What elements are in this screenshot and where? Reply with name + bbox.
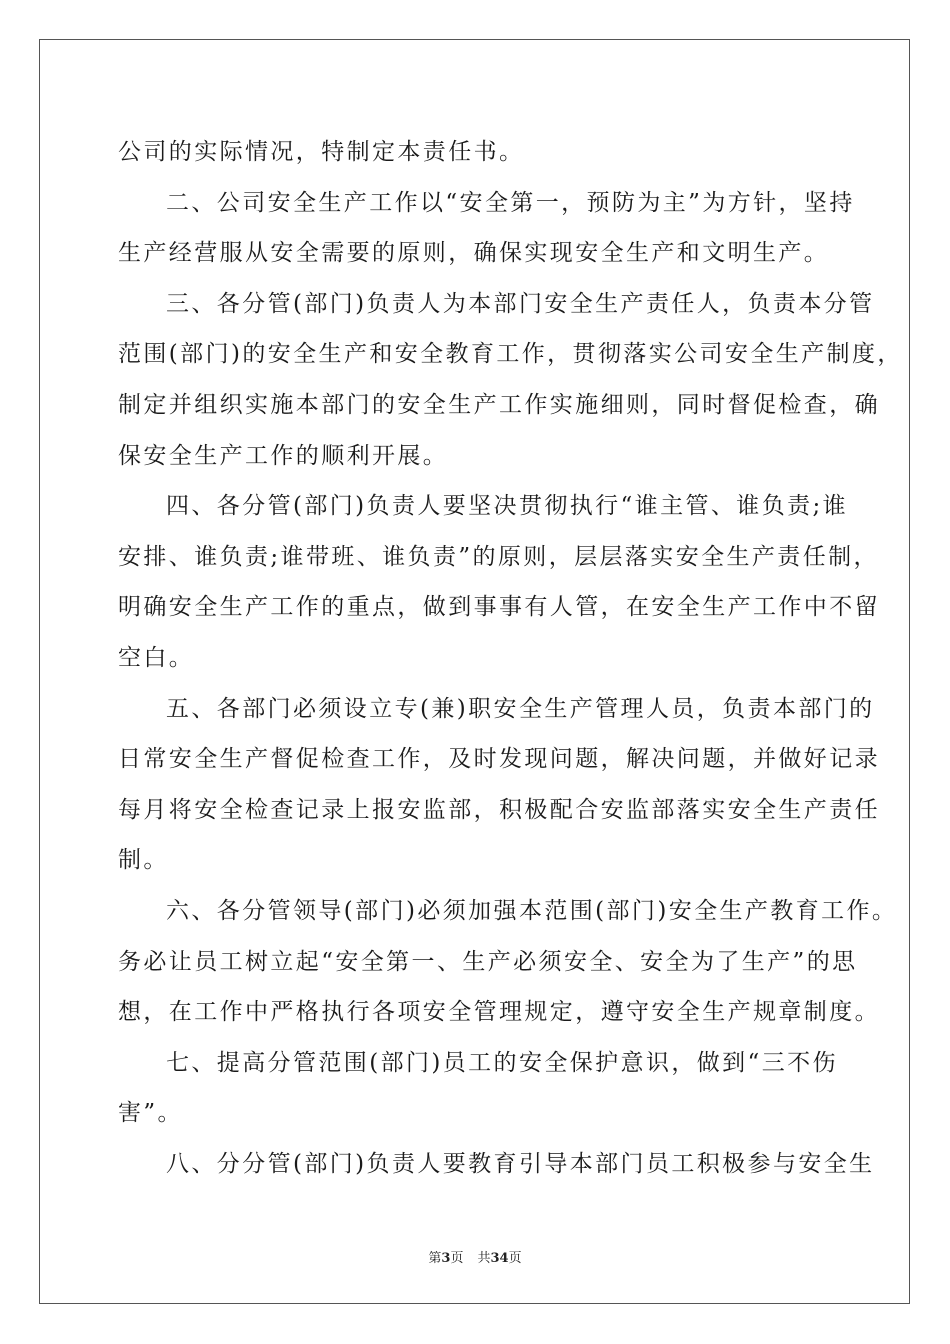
page-prefix: 第	[428, 1251, 442, 1266]
text-line: 制定并组织实施本部门的安全生产工作实施细则，同时督促检查，确	[118, 391, 880, 418]
page-footer	[0, 1247, 950, 1266]
page-suffix: 页	[450, 1251, 464, 1266]
text-line: 五、各部门必须设立专(兼)职安全生产管理人员，负责本部门的	[166, 695, 875, 722]
text-line: 保安全生产工作的顺利开展。	[118, 442, 449, 469]
text-line: 三、各分管(部门)负责人为本部门安全生产责任人，负责本分管	[166, 290, 875, 317]
total-prefix: 共	[477, 1251, 491, 1266]
text-line: 公司的实际情况，特制定本责任书。	[118, 139, 525, 165]
document-body	[118, 127, 903, 1189]
text-line: 二、公司安全生产工作以“安全第一，预防为主”为方针，坚持	[166, 189, 855, 216]
text-line: 六、各分管领导(部门)必须加强本范围(部门)安全生产教育工作。	[166, 897, 898, 924]
text-line: 每月将安全检查记录上报安监部，积极配合安监部落实安全生产责任	[118, 796, 880, 823]
text-line: 日常安全生产督促检查工作，及时发现问题，解决问题，并做好记录	[118, 746, 880, 773]
text-line: 害”。	[118, 1100, 183, 1127]
total-pages: 34	[490, 1251, 509, 1266]
page-number: 3	[441, 1251, 451, 1266]
text-line: 制。	[118, 847, 169, 874]
text-line: 安排、谁负责;谁带班、谁负责”的原则，层层落实安全生产责任制，	[118, 543, 879, 570]
text-line: 明确安全生产工作的重点，做到事事有人管，在安全生产工作中不留	[118, 594, 880, 621]
text-line: 八、分分管(部门)负责人要教育引导本部门员工积极参与安全生	[166, 1150, 875, 1177]
text-line: 范围(部门)的安全生产和安全教育工作，贯彻落实公司安全生产制度，	[118, 341, 903, 368]
text-line: 四、各分管(部门)负责人要坚决贯彻执行“谁主管、谁负责;谁	[166, 493, 849, 520]
text-line: 生产经营服从安全需要的原则，确保实现安全生产和文明生产。	[118, 240, 830, 267]
text-line: 想，在工作中严格执行各项安全管理规定，遵守安全生产规章制度。	[118, 999, 880, 1026]
total-suffix: 页	[508, 1251, 522, 1266]
text-line: 空白。	[118, 644, 195, 671]
text-line: 七、提高分管范围(部门)员工的安全保护意识，做到“三不伤	[166, 1049, 838, 1076]
text-line: 务必让员工树立起“安全第一、生产必须安全、安全为了生产”的思	[118, 948, 858, 975]
